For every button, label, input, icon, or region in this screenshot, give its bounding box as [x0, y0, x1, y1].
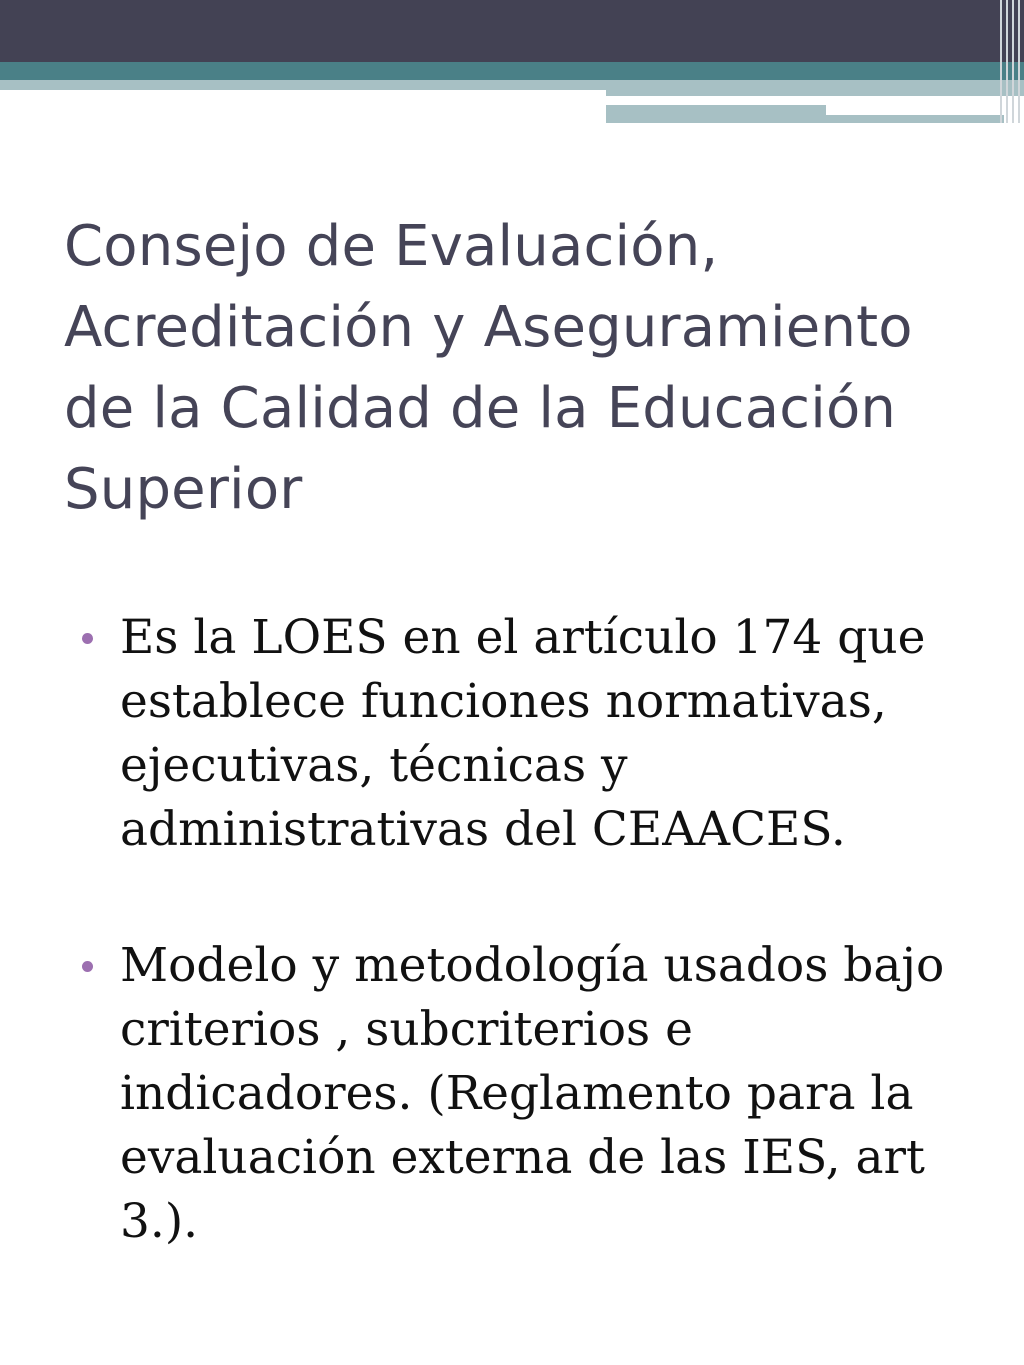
slide-title: Consejo de Evaluación, Acreditación y Aseguramiento de la Calidad de la Educación Superior [64, 214, 913, 522]
header-edge-lines [994, 0, 1024, 123]
header-white-line [606, 98, 950, 103]
header-band-light-lower [606, 105, 826, 123]
bullet-item [82, 934, 982, 1254]
edge-line [1012, 0, 1014, 123]
header-band-dark [0, 0, 1024, 62]
bullet-text: Es la LOES en el artículo 174 que establece funciones normativas, ejecutivas, técnicas y administrativas del CEAACES. [120, 610, 926, 857]
header-band-light-right [606, 80, 1024, 96]
header-band-light-lower-2 [826, 115, 1004, 123]
bullet-dot-icon [82, 961, 93, 972]
bullet-text: Modelo y metodología usados bajo criterios , subcriterios e indicadores. (Reglamento para la evaluación externa de las IES, art 3.). [120, 938, 945, 1249]
header-band-light-left [0, 80, 606, 90]
header-band-teal [0, 62, 1024, 80]
edge-line [1006, 0, 1008, 123]
edge-line [1000, 0, 1002, 123]
bullet-item [82, 606, 982, 862]
edge-line [1018, 0, 1020, 123]
bullet-list [82, 606, 982, 1326]
bullet-dot-icon [82, 633, 93, 644]
